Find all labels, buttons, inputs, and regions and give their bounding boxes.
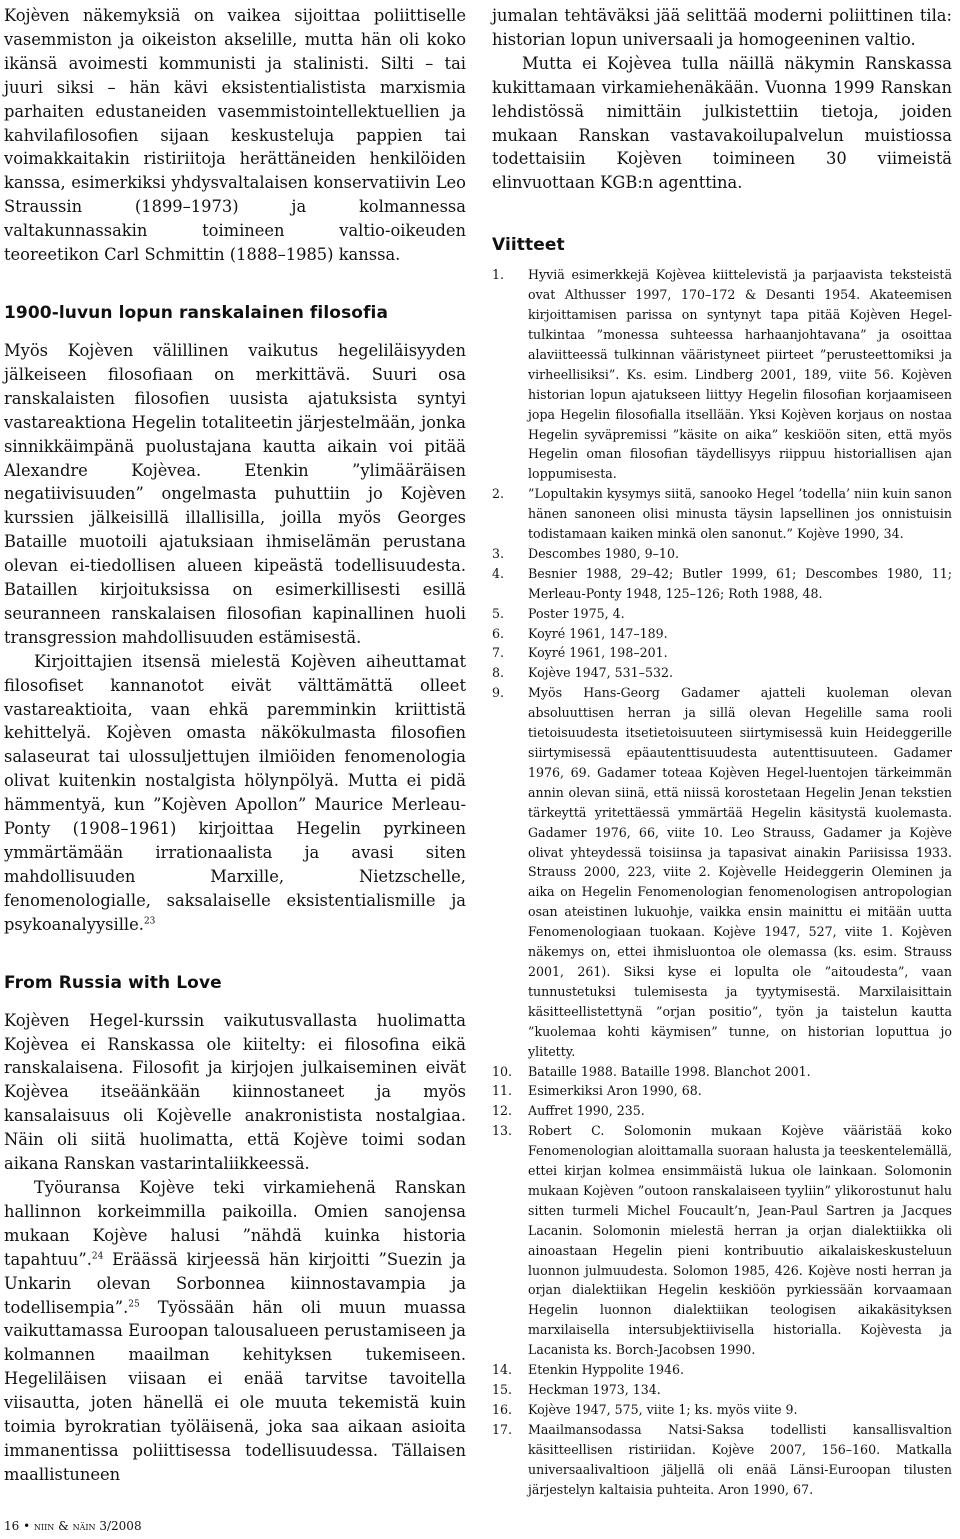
footnote-item bbox=[492, 1420, 952, 1500]
footnote-text: Kojève 1947, 575, viite 1; ks. myös viite 9. bbox=[528, 1401, 798, 1417]
section1-paragraph-2-text: Kirjoittajien itsensä mielestä Kojèven aiheuttamat filosofiset kannanotot eivät välttämättä olleet vastareaktioita, vaan ehkä paremminkin kriittistä kehittelyä. Kojèven omasta näkökulmasta filosofien salaseurat tai ulossuljettujen ilmiöiden fenomenologia olivat kuitenkin nostalgista hölynpölyä. Mutta ei pidä hämmentyä, kun ”Kojèven Apollon” Maurice Merleau-Ponty (1908–1961) kirjoittaa Hegelin pyrkineen ymmärtämään irrationaalista ja avasi siten mahdollisuuden Marxille, Nietzschelle, fenomenologialle, saksalaiselle eksistentialismille ja psykoanalyysille. bbox=[4, 651, 466, 934]
footnote-text: Maailmansodassa Natsi-Saksa todellisti kansallisvaltion käsitteellisen ristiriidan. Kojève 2007, 156–160. Matkalla universaalivaltioon jäljellä oli enää Länsi-Euroopan tilusten järjestelyn kaltaisia puhteita. Aron 1990, 67. bbox=[528, 1421, 952, 1497]
footnote-item bbox=[492, 1380, 952, 1400]
footnote-number: 3. bbox=[492, 545, 505, 561]
footnote-number: 1. bbox=[492, 267, 505, 283]
footnote-text: Kojève 1947, 531–532. bbox=[528, 665, 674, 681]
section2-paragraph-2-text-c: Työssään hän oli muun muassa vaikuttamassa Euroopan talousalueen perustamiseen ja kolmannen maailman kehityksen tukemiseen. Hegeliläisen viisaan ei enää tarvitse tavoitella viisautta, joten hänellä ei ole muuta tekemistä kuin toimia byrokratian työläisenä, joka saa aikaan asioita immanentissa poliittisessa todellisuudessa. Tällaisen maallistuneen bbox=[4, 1297, 466, 1484]
footnote-number: 11. bbox=[492, 1083, 513, 1099]
footnote-item bbox=[492, 1121, 952, 1360]
footnote-number: 10. bbox=[492, 1063, 513, 1079]
footnote-item bbox=[492, 1081, 952, 1101]
right-paragraph-2: Mutta ei Kojèvea tulla näillä näkymin Ranskassa kukittamaan virkamiehenäkään. Vuonna 1999 Ranskan lehdistössä nimittäin julkistettiin tietoja, joiden mukaan Ranskan vastavakoilupalvelun muistiossa todettaisiin Kojèven toimineen 30 viimeistä elinvuottaan KGB:n agenttina. bbox=[492, 53, 952, 193]
footnote-item bbox=[492, 265, 952, 484]
footnote-item bbox=[492, 643, 952, 663]
footnote-number: 14. bbox=[492, 1362, 513, 1378]
right-column bbox=[492, 4, 952, 1499]
footnote-text: ”Lopultakin kysymys siitä, sanooko Hegel ’todella’ niin kuin sanon hänen sanoneen olisi minusta täysin lapsellinen jos onnistuisin todistamaan kaiken minkä olen sanonut.” Kojève 1990, 34. bbox=[528, 486, 952, 542]
footnote-item bbox=[492, 624, 952, 644]
footnote-text: Etenkin Hyppolite 1946. bbox=[528, 1362, 685, 1378]
footnote-ref-25: 25 bbox=[128, 1299, 140, 1310]
section2-paragraph-2-text-a: Työuransa Kojève teki virkamiehenä Ranskan hallinnon korkeimmilla paikoilla. Omien sanojensa mukaan Kojève halusi ”nähdä kuinka historia tapahtuu”. bbox=[4, 1177, 466, 1269]
footnote-text: Descombes 1980, 9–10. bbox=[528, 545, 679, 561]
footnote-item bbox=[492, 484, 952, 544]
section2-paragraph-2-text-b: Eräässä kirjeessä hän kirjoitti ”Suezin ja Unkarin olevan Sorbonnea kiinnostavampia ja todellisempia”. bbox=[4, 1249, 466, 1317]
footnote-number: 16. bbox=[492, 1401, 513, 1417]
footnote-number: 17. bbox=[492, 1421, 513, 1437]
footnote-item bbox=[492, 1101, 952, 1121]
section2-paragraph-2 bbox=[4, 1176, 466, 1487]
footnote-number: 5. bbox=[492, 605, 505, 621]
footnotes-list bbox=[492, 265, 952, 1499]
section-heading-from-russia: From Russia with Love bbox=[4, 972, 222, 993]
right-paragraph-1: jumalan tehtäväksi jää selittää moderni poliittinen tila: historian lopun universaali ja homogeeninen valtio. bbox=[492, 6, 952, 49]
section1-paragraph-2 bbox=[4, 650, 466, 937]
footnote-number: 2. bbox=[492, 486, 505, 502]
footnote-number: 7. bbox=[492, 645, 505, 661]
footnote-text: Heckman 1973, 134. bbox=[528, 1382, 661, 1397]
section1-paragraph-1: Myös Kojèven välillinen vaikutus hegeliläisyyden jälkeiseen filosofiaan on merkittävä. Suuri osa ranskalaisten filosofien uusista ajatuksista syntyi vastareaktiona Hegelin totaliteetin järjestelmään, jonka sinnikkäimpänä puolustajana kautta aikain voi pitää Alexandre Kojèvea. Etenkin ”ylimääräisen negatiivisuuden” ongelmasta puhuttiin jo Kojèven kurssien jälkeisillä illallisilla, joilla myös Georges Bataille muotoili ajatuksiaan ihmiselämän perustana olevan ei-tiedollisen alueen kipeästä todellisuudesta. Bataillen kirjoituksissa on esimerkillisesti esillä seuranneen ranskalaisen filosofian kapinallinen huoli transgression mahdollisuuden estämisestä. bbox=[4, 340, 466, 647]
footnote-text: Myös Hans-Georg Gadamer ajatteli kuoleman olevan absoluuttisen herran ja sillä olevan Hegelille sama rooli tietoisuudesta itsetietoisuuteen siirtymisessä kuin Heideggerille siirtymisessä epäautenttisuudesta autenttisuuteen. Gadamer 1976, 69. Gadamer toteaa Kojèven Hegel-luentojen tärkeimmän annin olevan siinä, että niissä korostetaan Hegelin Jenan tekstien tärkeyttä yritettäessä ymmärtää Hegelin käsitystä kuolemasta. Gadamer 1976, 66, viite 10. Leo Strauss, Gadamer ja Kojève olivat yhteydessä toisiinsa ja tapasivat ainakin Pariisissa 1933. Strauss 2000, 223, viite 2. Kojèvelle Heideggerin Oleminen ja aika on Hegelin Fenomenologian fenomenologisen antropologian osan ateistinen lukuohje, vaikka ensin mainittu ei mitään uutta Fenomenologiaan tuokaan. Kojève 1947, 527, viite 1. Kojèven näkemys on, ettei ihmisluontoa ole olemassa (ks. esim. Strauss 2001, 261). Siksi kyse ei lopulta ole ”aitoudesta”, vaan tunnustetuksi tulemisesta ja tyytymisestä. Marxilaisittain käsitteellistettynä ”orjan positio”, työn ja taistelun kautta ”kuolemaa kohti käymisen” tunne, on historian loputtua jo ylitetty. bbox=[528, 685, 952, 1059]
left-column bbox=[4, 4, 466, 1487]
footnote-ref-24: 24 bbox=[91, 1251, 104, 1262]
footnote-number: 15. bbox=[492, 1382, 513, 1397]
footnote-number: 6. bbox=[492, 625, 505, 641]
footnote-number: 13. bbox=[492, 1123, 513, 1139]
footnote-item bbox=[492, 683, 952, 1061]
footnote-item bbox=[492, 663, 952, 683]
footnote-ref-23: 23 bbox=[143, 916, 156, 927]
footnote-text: Hyviä esimerkkejä Kojèvea kiittelevistä ja parjaavista teksteistä ovat Althusser 1997, 170–172 & Desanti 1954. Akateemisen kirjoittamisen parissa on syntynyt tapa pitää Kojèven Hegel-tulkintaa ”monessa suhteessa harhaanjohtavana” ja osoittaa alaviitteessä tulkinnan vääristyneet piirteet ”perusteettomiksi ja virheellisiksi”. Ks. esim. Lindberg 2001, 189, viite 56. Kojèven historian lopun ajatukseen liittyy Hegelin filosofian korjaamiseen jopa Hegelin filosofialla itsellään. Yksi Kojèven korjaus on nostaa Hegelin syväpremissi ”käsite on aika” keskiöön siten, että myös Hegelin oman filosofian täydellisyys riippuu historiallisen ajan loppumisesta. bbox=[528, 267, 952, 482]
footnote-number: 9. bbox=[492, 685, 505, 701]
section2-paragraph-1: Kojèven Hegel-kurssin vaikutusvallasta huolimatta Kojèvea ei Ranskassa ole kiitelty: ei filosofina eikä ranskalaisena. Filosofit ja kirjojen julkaiseminen eivät Kojèvea itseäänkään kiinnostaneet ja myös kansalaisuus oli Kojèvelle anakronistista nostalgiaa. Näin oli siitä huolimatta, että Kojève toimi sodan aikana Ranskan vastarintaliikkeessä. bbox=[4, 1010, 466, 1174]
footnote-text: Auffret 1990, 235. bbox=[528, 1103, 645, 1119]
references-heading: Viitteet bbox=[492, 235, 565, 256]
footnote-item bbox=[492, 1400, 952, 1420]
footnote-text: Besnier 1988, 29–42; Butler 1999, 61; Descombes 1980, 11; Merleau-Ponty 1948, 125–126; Roth 1988, 48. bbox=[528, 565, 952, 601]
footnote-text: Esimerkiksi Aron 1990, 68. bbox=[528, 1083, 702, 1099]
footnote-item bbox=[492, 604, 952, 624]
footnote-number: 8. bbox=[492, 665, 505, 681]
footnote-item bbox=[492, 544, 952, 564]
section-heading-1900-french-philosophy: 1900-luvun lopun ranskalainen filosofia bbox=[4, 302, 389, 323]
footnote-item bbox=[492, 564, 952, 604]
footnote-text: Koyré 1961, 198–201. bbox=[528, 645, 668, 661]
page-footer: 16 • niin & näin 3/2008 bbox=[4, 1519, 142, 1533]
footnote-number: 12. bbox=[492, 1103, 513, 1119]
footnote-item bbox=[492, 1360, 952, 1380]
footnote-item bbox=[492, 1062, 952, 1082]
footnote-text: Robert C. Solomonin mukaan Kojève vääristää koko Fenomenologian aloittamalla suoraan halusta ja teeskentelemällä, ettei kirjan kolmea ensimmäistä lukua ole lainkaan. Solomonin mukaan Kojèven ”outoon ranskalaiseen tyyliin” ylikorostunut halu sitten turmeli Michel Foucault’n, Jean-Paul Sartren ja Jacques Lacanin. Solomonin mielestä herran ja orjan dialektiikka oli ainoastaan Hegelin pieni kontribuutio aikalaiskeskusteluun luonnon julmuudesta. Solomon 1985, 426. Kojève nosti herran ja orjan dialektiikan Hegelin keskiöön pyrkiessään korvaamaan Hegelin luonnon dialektiikan teologisen aikakäsityksen marxilaisella intersubjektiivisella historialla. Kojèvesta ja Lacanista ks. Borch-Jacobsen 1990. bbox=[528, 1123, 952, 1358]
intro-paragraph: Kojèven näkemyksiä on vaikea sijoittaa poliittiselle vasemmiston ja oikeiston akselille, mutta hän oli koko ikänsä avoimesti kommunisti ja stalinisti. Silti – tai juuri siksi – hän kävi eksistentialistista marxismia parhaiten edustaneiden vasemmistointellektuellien ja kahvilafilosofien sijaan keskusteluja pappien tai voimakkaitakin ristiriitoja herättäneiden henkilöiden kanssa, esimerkiksi yhdysvaltalaisen konservatiivin Leo Straussin (1899–1973) ja kolmannessa valtakunnassakin toimineen valtio-oikeuden teoreetikon Carl Schmittin (1888–1985) kanssa. bbox=[4, 6, 466, 265]
footnote-text: Koyré 1961, 147–189. bbox=[528, 625, 668, 641]
footnote-text: Poster 1975, 4. bbox=[528, 605, 625, 621]
footnote-text: Bataille 1988. Bataille 1998. Blanchot 2001. bbox=[528, 1063, 811, 1079]
footnote-number: 4. bbox=[492, 565, 505, 581]
